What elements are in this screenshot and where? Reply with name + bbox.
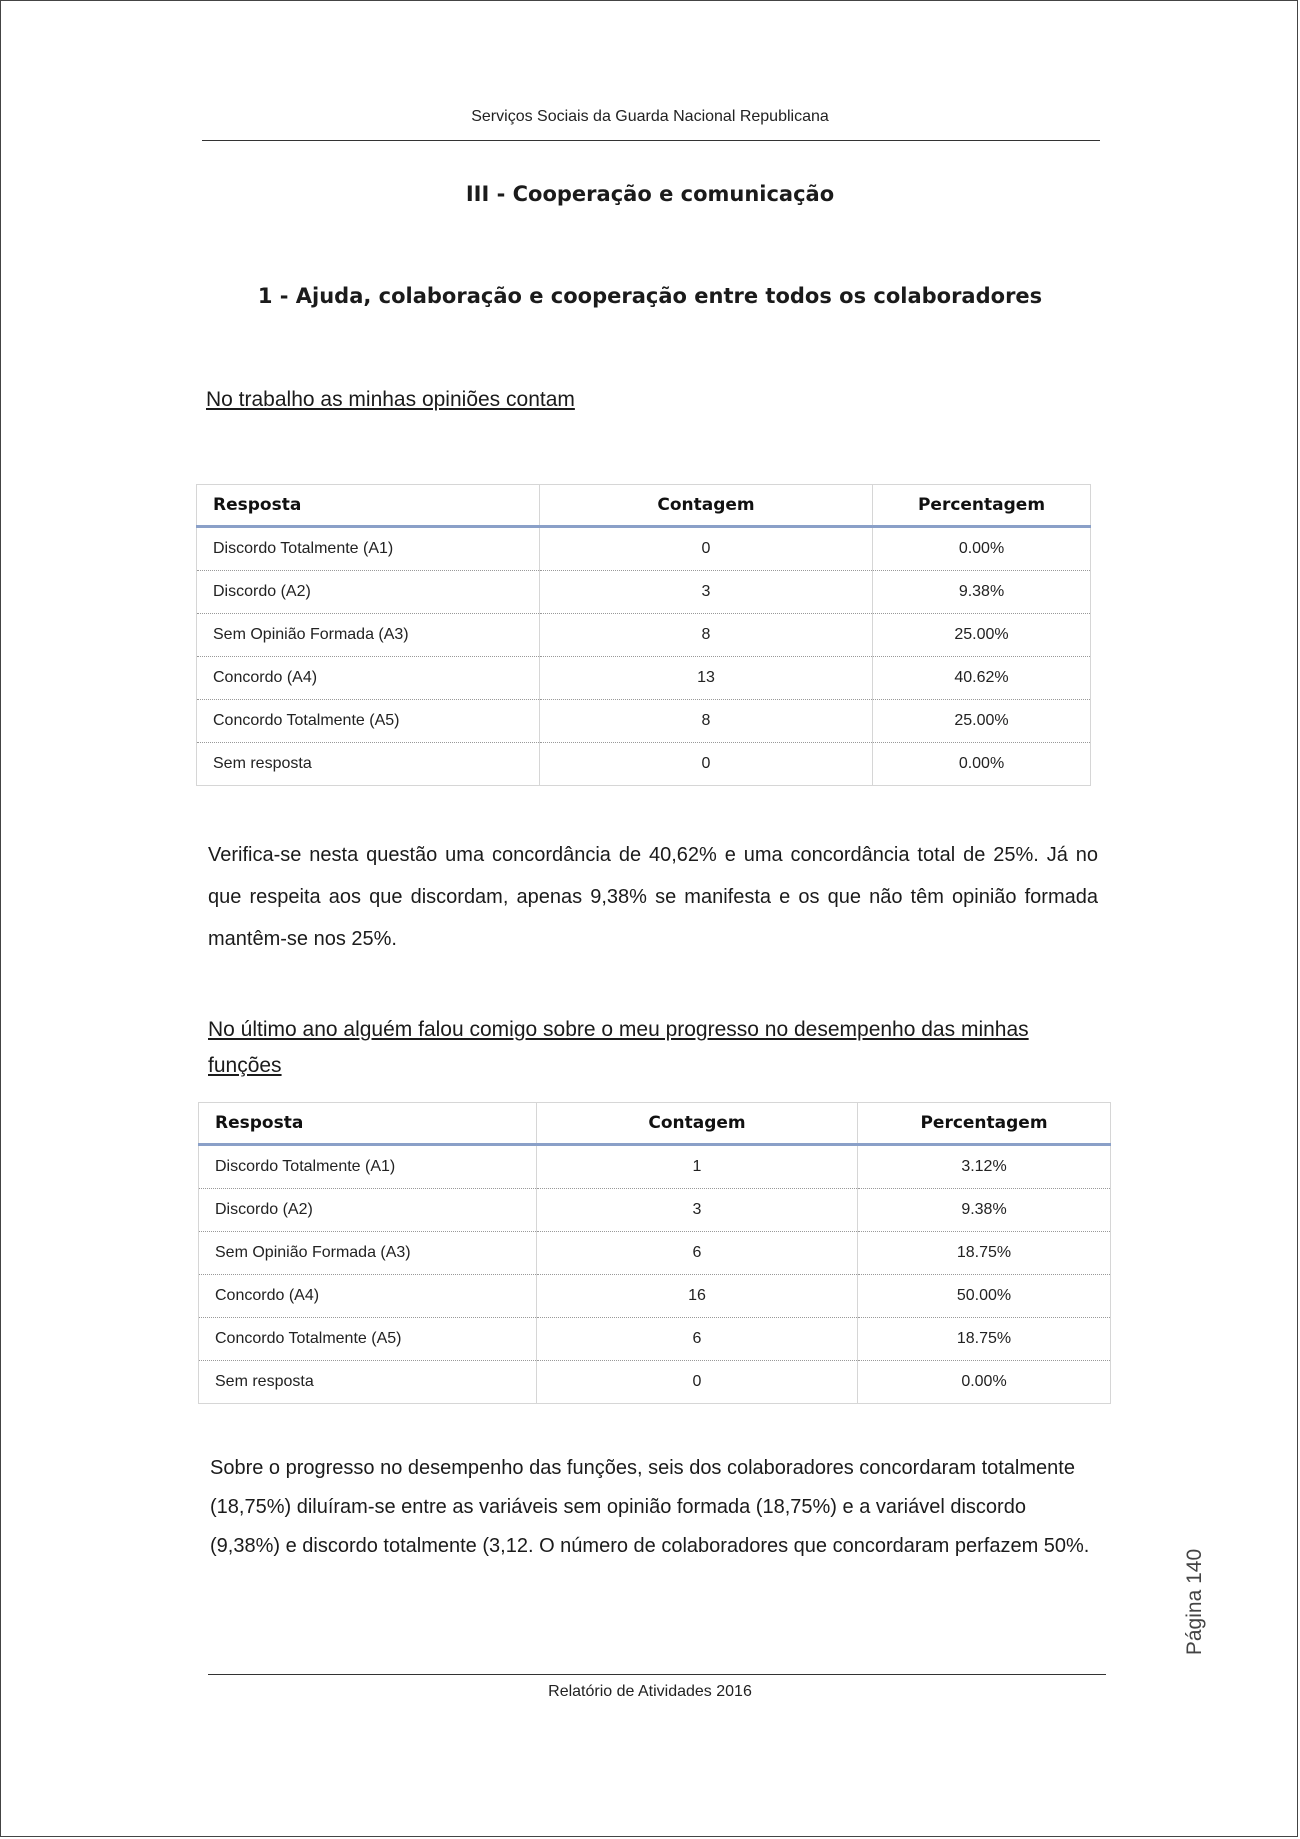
- cell-percentagem: 25.00%: [873, 700, 1091, 743]
- cell-resposta: Sem resposta: [197, 743, 540, 786]
- cell-percentagem: 0.00%: [873, 527, 1091, 571]
- table-row: [197, 743, 1091, 786]
- cell-contagem: 8: [540, 614, 873, 657]
- cell-resposta: Sem resposta: [199, 1361, 537, 1404]
- col-header-percentagem: Percentagem: [873, 485, 1091, 527]
- table-2-header-row: [199, 1103, 1111, 1145]
- table-row: [197, 700, 1091, 743]
- commentary-2: Sobre o progresso no desempenho das funções, seis dos colaboradores concordaram totalmente (18,75%) diluíram-se entre as variáveis sem opinião formada (18,75%) e a variável discordo (9,38%) e discordo totalmente (3,12. O número de colaboradores que concordaram perfazem 50%.: [210, 1457, 1090, 1557]
- cell-resposta: Discordo Totalmente (A1): [197, 527, 540, 571]
- page-footer: Relatório de Atividades 2016: [548, 1683, 752, 1700]
- page-header: Serviços Sociais da Guarda Nacional Republicana: [471, 108, 829, 125]
- commentary-1: Verifica-se nesta questão uma concordância de 40,62% e uma concordância total de 25%. Já no que respeita aos que discordam, apenas 9,38% se manifesta e os que não têm opinião formada mantêm-se nos 25%.: [208, 844, 1098, 950]
- cell-percentagem: 18.75%: [858, 1318, 1111, 1361]
- cell-resposta: Discordo (A2): [197, 571, 540, 614]
- cell-contagem: 1: [537, 1145, 858, 1189]
- cell-percentagem: 18.75%: [858, 1232, 1111, 1275]
- question-1-title: No trabalho as minhas opiniões contam: [206, 388, 575, 411]
- cell-percentagem: 9.38%: [858, 1189, 1111, 1232]
- table-row: [197, 527, 1091, 571]
- cell-contagem: 6: [537, 1232, 858, 1275]
- cell-resposta: Discordo (A2): [199, 1189, 537, 1232]
- table-row: [199, 1145, 1111, 1189]
- cell-percentagem: 40.62%: [873, 657, 1091, 700]
- table-row: [199, 1318, 1111, 1361]
- question-2-title: No último ano alguém falou comigo sobre o meu progresso no desempenho das minhas funções: [208, 1018, 1029, 1077]
- col-header-resposta: Resposta: [199, 1103, 537, 1145]
- table-row: [199, 1189, 1111, 1232]
- table-row: [199, 1275, 1111, 1318]
- cell-resposta: Concordo Totalmente (A5): [197, 700, 540, 743]
- cell-percentagem: 25.00%: [873, 614, 1091, 657]
- table-row: [197, 614, 1091, 657]
- section-title: III - Cooperação e comunicação: [465, 182, 835, 206]
- footer-rule: [208, 1674, 1106, 1675]
- cell-contagem: 16: [537, 1275, 858, 1318]
- cell-contagem: 3: [537, 1189, 858, 1232]
- header-rule: [202, 140, 1100, 141]
- cell-contagem: 8: [540, 700, 873, 743]
- subsection-title: 1 - Ajuda, colaboração e cooperação entre todos os colaboradores: [257, 284, 1043, 308]
- table-row: [197, 571, 1091, 614]
- cell-contagem: 0: [540, 743, 873, 786]
- cell-contagem: 13: [540, 657, 873, 700]
- cell-contagem: 0: [537, 1361, 858, 1404]
- cell-resposta: Sem Opinião Formada (A3): [199, 1232, 537, 1275]
- table-2: [198, 1102, 1111, 1404]
- table-row: [199, 1361, 1111, 1404]
- cell-resposta: Concordo (A4): [199, 1275, 537, 1318]
- cell-resposta: Concordo (A4): [197, 657, 540, 700]
- cell-percentagem: 9.38%: [873, 571, 1091, 614]
- table-1: [196, 484, 1091, 786]
- table-row: [199, 1232, 1111, 1275]
- cell-resposta: Sem Opinião Formada (A3): [197, 614, 540, 657]
- cell-resposta: Discordo Totalmente (A1): [199, 1145, 537, 1189]
- cell-resposta: Concordo Totalmente (A5): [199, 1318, 537, 1361]
- table-1-header-row: [197, 485, 1091, 527]
- col-header-contagem: Contagem: [537, 1103, 858, 1145]
- cell-contagem: 0: [540, 527, 873, 571]
- col-header-resposta: Resposta: [197, 485, 540, 527]
- col-header-percentagem: Percentagem: [858, 1103, 1111, 1145]
- cell-percentagem: 0.00%: [858, 1361, 1111, 1404]
- table-row: [197, 657, 1091, 700]
- cell-percentagem: 0.00%: [873, 743, 1091, 786]
- page-number-label: Página 140: [1183, 1548, 1206, 1656]
- col-header-contagem: Contagem: [540, 485, 873, 527]
- cell-percentagem: 3.12%: [858, 1145, 1111, 1189]
- cell-contagem: 6: [537, 1318, 858, 1361]
- cell-percentagem: 50.00%: [858, 1275, 1111, 1318]
- cell-contagem: 3: [540, 571, 873, 614]
